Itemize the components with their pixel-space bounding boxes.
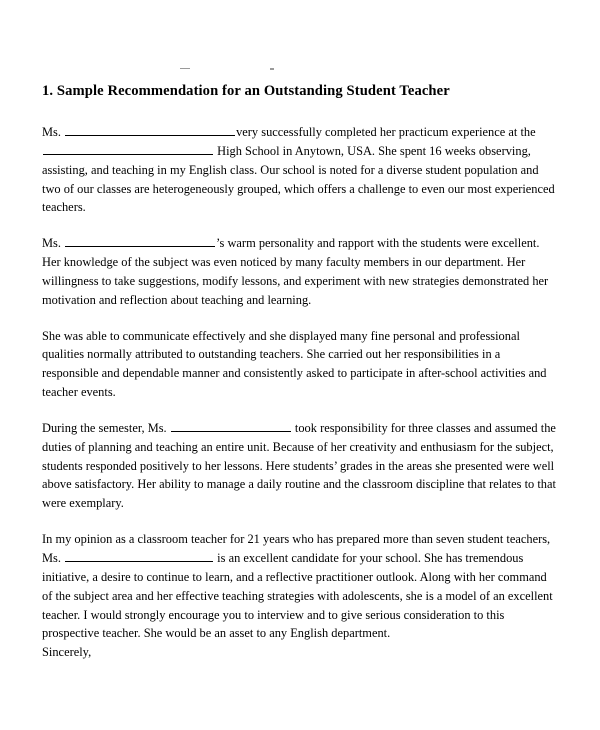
document-body [42, 60, 558, 662]
document-paragraph: She was able to communicate effectively and she displayed many fine personal and professional qualities normally attributed to outstanding teachers. She carried out her responsibilities in a responsible and dependable manner and consistently asked to participate in after-school activities and teacher events. [42, 328, 547, 400]
fill-in-blank [65, 124, 235, 136]
scan-artifact-mark-right [270, 68, 274, 70]
fill-in-blank [171, 420, 291, 432]
fill-in-blank [65, 235, 215, 247]
fill-in-blank [43, 142, 213, 154]
scan-artifact-mark-left [180, 68, 190, 69]
document-paragraph: In my opinion as a classroom teacher for 21 years who has prepared more than seven student teachers, Ms. is an excellent candidate for your school. She has tremendous initiative, a desire to continue to learn, and a reflective practitioner outlook. Along with her command of the subject area and her effective teaching strategies with adolescents, she is a model of an excellent teacher. I would strongly encourage you to interview and to give serious consideration to this prospective teacher. She would be an asset to any English department. [42, 532, 553, 641]
document-paragraphs [42, 123, 558, 643]
closing-line: Sincerely, [42, 645, 92, 660]
document-paragraph: Ms. ’s warm personality and rapport with the students were excellent. Her knowledge of the subject was even noticed by many faculty members in our department. Her willingness to take suggestions, modify lessons, and experiment with new strategies demonstrated her motivation and reflection about teaching and learning. [42, 236, 549, 307]
fill-in-blank [65, 550, 213, 562]
page-title: 1. Sample Recommendation for an Outstanding Student Teacher [42, 83, 450, 99]
scan-artifact-marks [42, 60, 558, 82]
document-paragraph: Ms. very successfully completed her practicum experience at the High School in Anytown, USA. She spent 16 weeks observing, assisting, and teaching in my English class. Our school is noted for a diverse student population and two of our classes are heterogeneously grouped, which offers a challenge to even our most experienced teachers. [42, 124, 555, 215]
document-paragraph: During the semester, Ms. took responsibility for three classes and assumed the duties of planning and teaching an entire unit. Because of her creativity and enthusiasm for the subject, students responded positively to her lessons. Here students’ grades in the areas she presented were well above satisfactory. Her ability to manage a daily routine and the classroom discipline that relates to that were exemplary. [42, 420, 556, 511]
